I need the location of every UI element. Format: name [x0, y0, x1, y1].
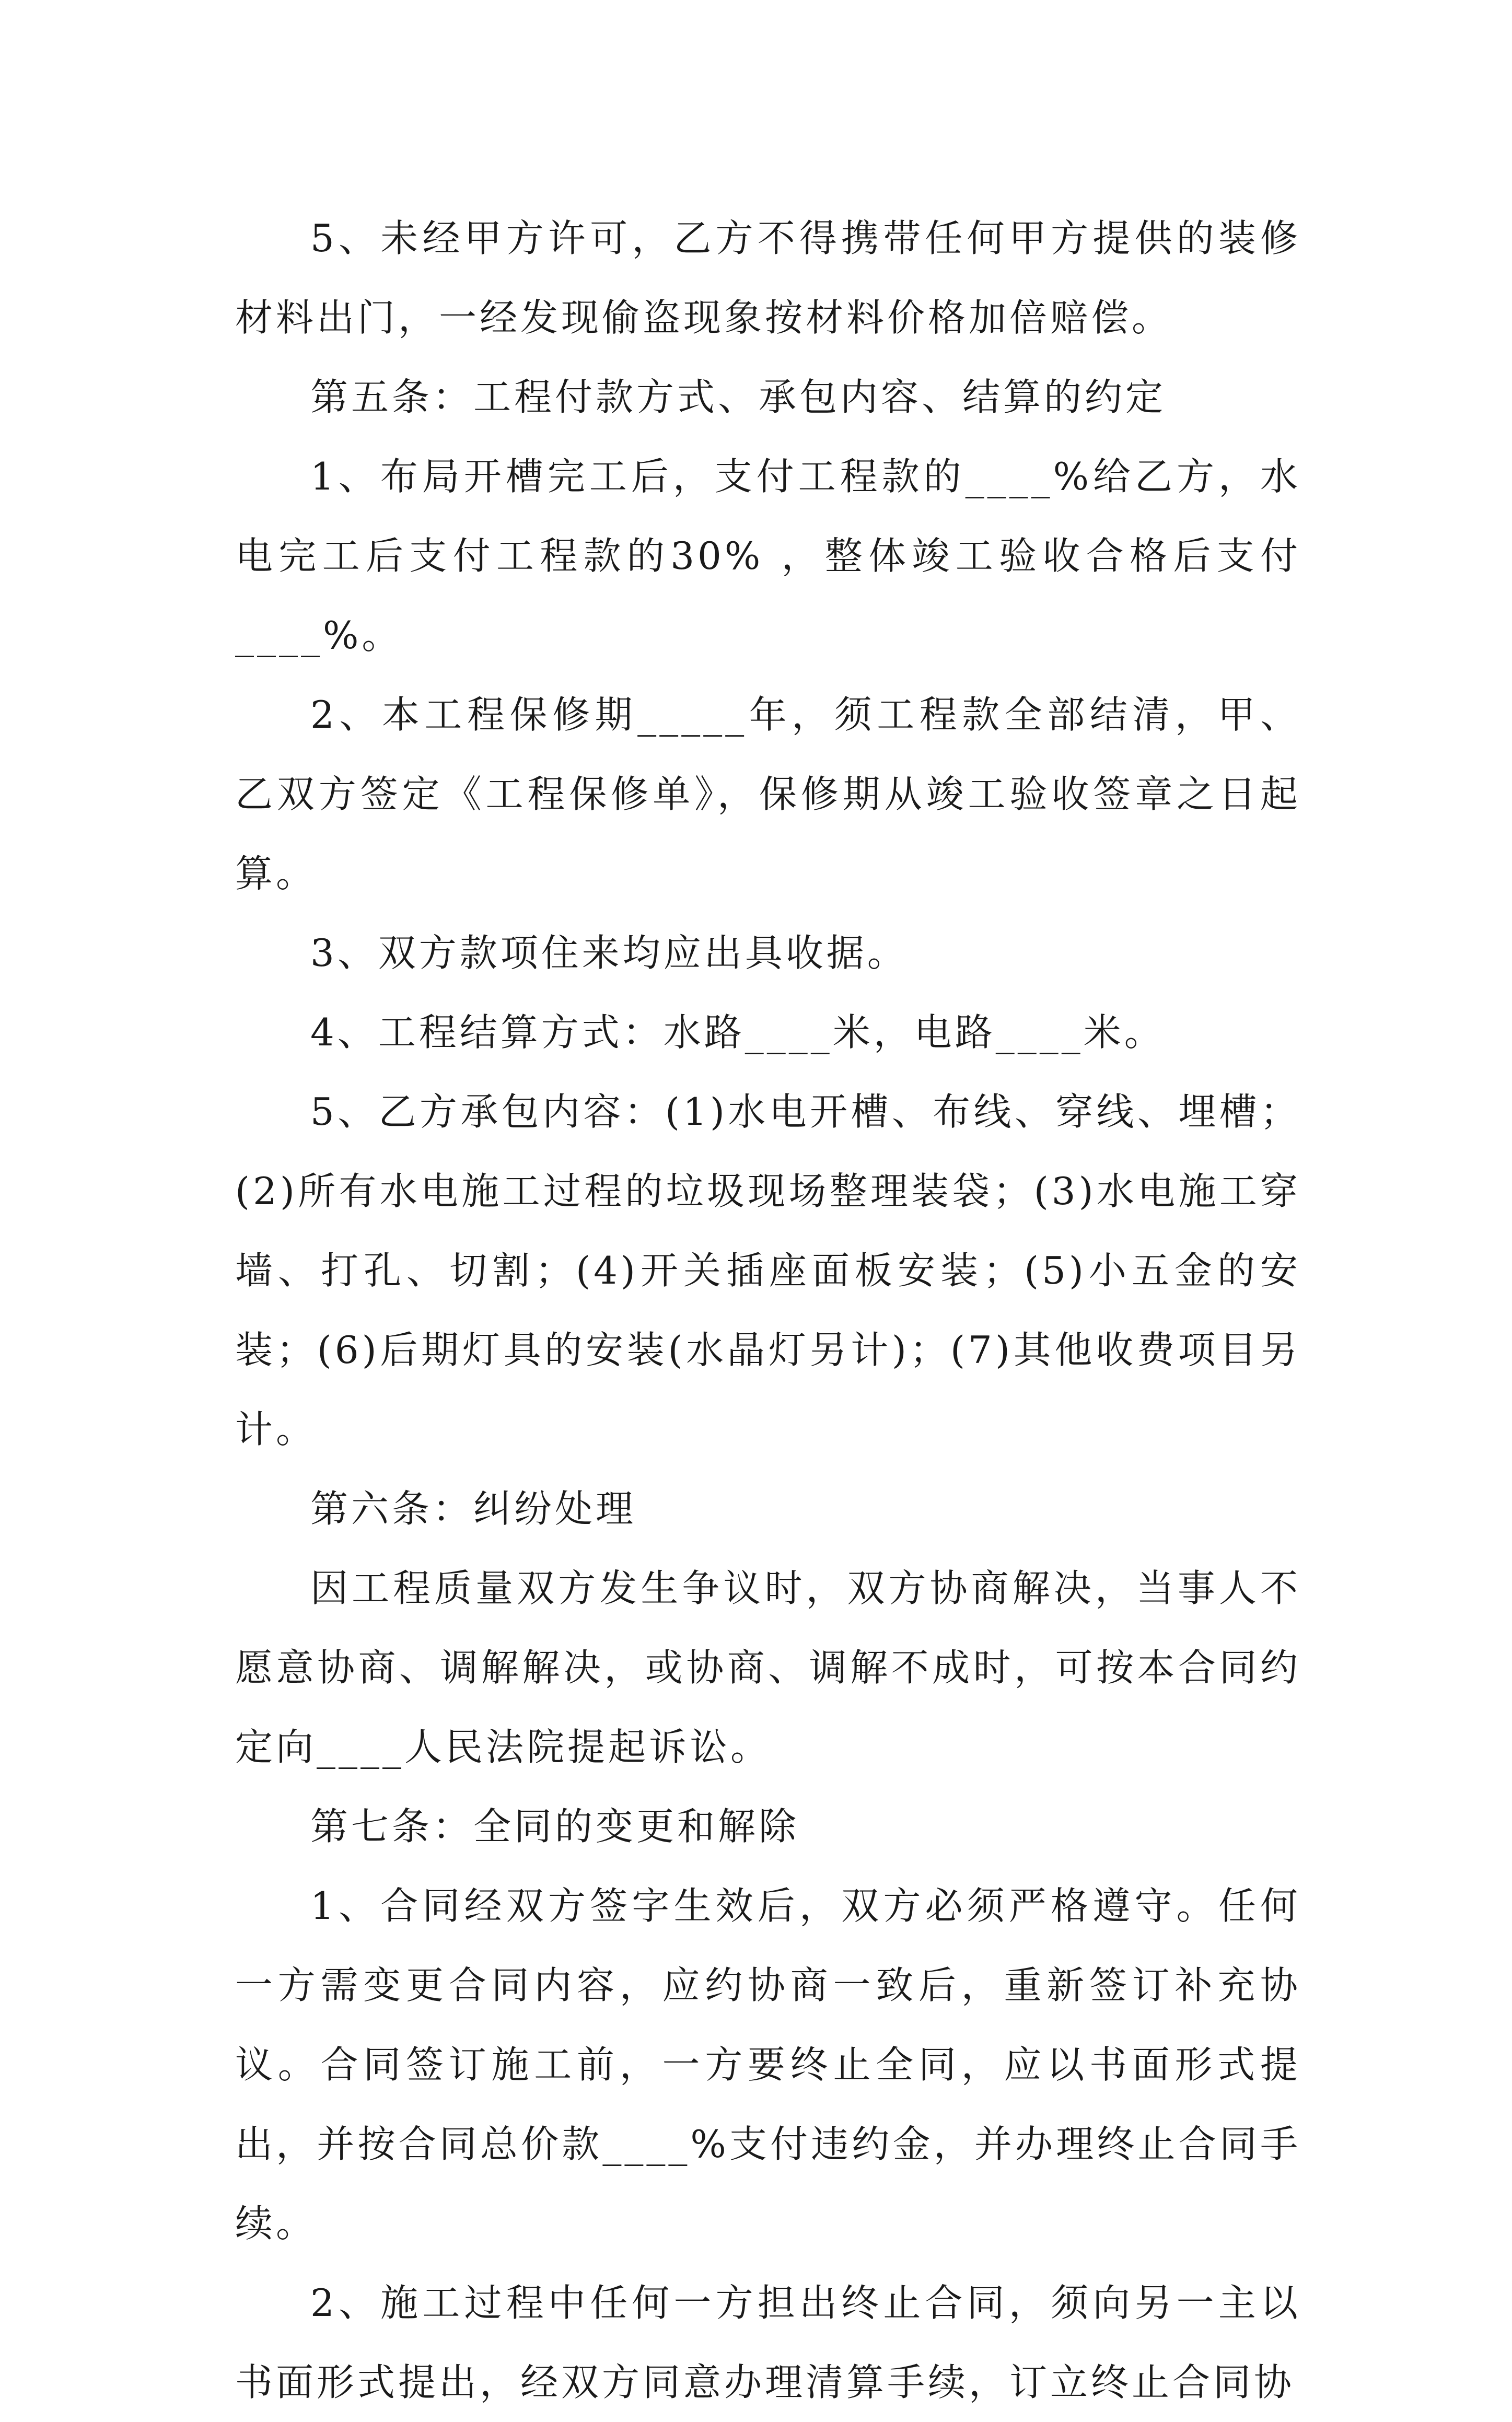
paragraph-receipts: 3、双方款项住来均应出具收据。 [310, 931, 908, 975]
heading-article-5: 第五条：工程付款方式、承包内容、结算的约定 [310, 375, 1167, 419]
paragraph-dispute-resolution: 因工程质量双方发生争议时，双方协商解决，当事人不愿意协商、调解解决，或协商、调解不成时，可按本合同约定向____人民法院提起诉讼。 [235, 1566, 1301, 1769]
paragraph-contract-changes: 1、合同经双方签字生效后，双方必须严格遵守。任何一方需变更合同内容，应约协商一致后，重新签订补充协议。合同签订施工前，一方要终止全同，应以书面形式提出，并按合同总价款____%支付违约金，并办理终止合同手续。 [235, 1884, 1301, 2245]
paragraph-warranty-period: 2、本工程保修期_____年，须工程款全部结清，甲、乙双方签定《工程保修单》，保修期从竣工验收签章之日起算。 [235, 693, 1301, 895]
heading-article-7: 第七条：全同的变更和解除 [310, 1804, 800, 1848]
contract-text [235, 199, 1301, 2422]
paragraph-contract-scope: 5、乙方承包内容：(1)水电开槽、布线、穿线、埋槽；(2)所有水电施工过程的垃圾现场整理装袋；(3)水电施工穿墙、打孔、切割；(4)开关插座面板安装；(5)小五金的安装；(6)后期灯具的安装(水晶灯另计)；(7)其他收费项目另计。 [235, 1090, 1301, 1451]
paragraph-termination: 2、施工过程中任何一方担出终止合同，须向另一主以书面形式提出，经双方同意办理清算手续，订立终止合同协 [235, 2281, 1301, 2404]
paragraph-settlement-method: 4、工程结算方式：水路____米，电路____米。 [310, 1010, 1165, 1054]
paragraph-payment-schedule: 1、布局开槽完工后，支付工程款的____%给乙方，水电完工后支付工程款的30% ，整体竣工验收合格后支付____%。 [235, 455, 1301, 657]
paragraph-clause-5-materials: 5、未经甲方许可，乙方不得携带任何甲方提供的装修材料出门，一经发现偷盗现象按材料价格加倍赔偿。 [235, 216, 1301, 340]
heading-article-6: 第六条：纠纷处理 [310, 1487, 637, 1531]
